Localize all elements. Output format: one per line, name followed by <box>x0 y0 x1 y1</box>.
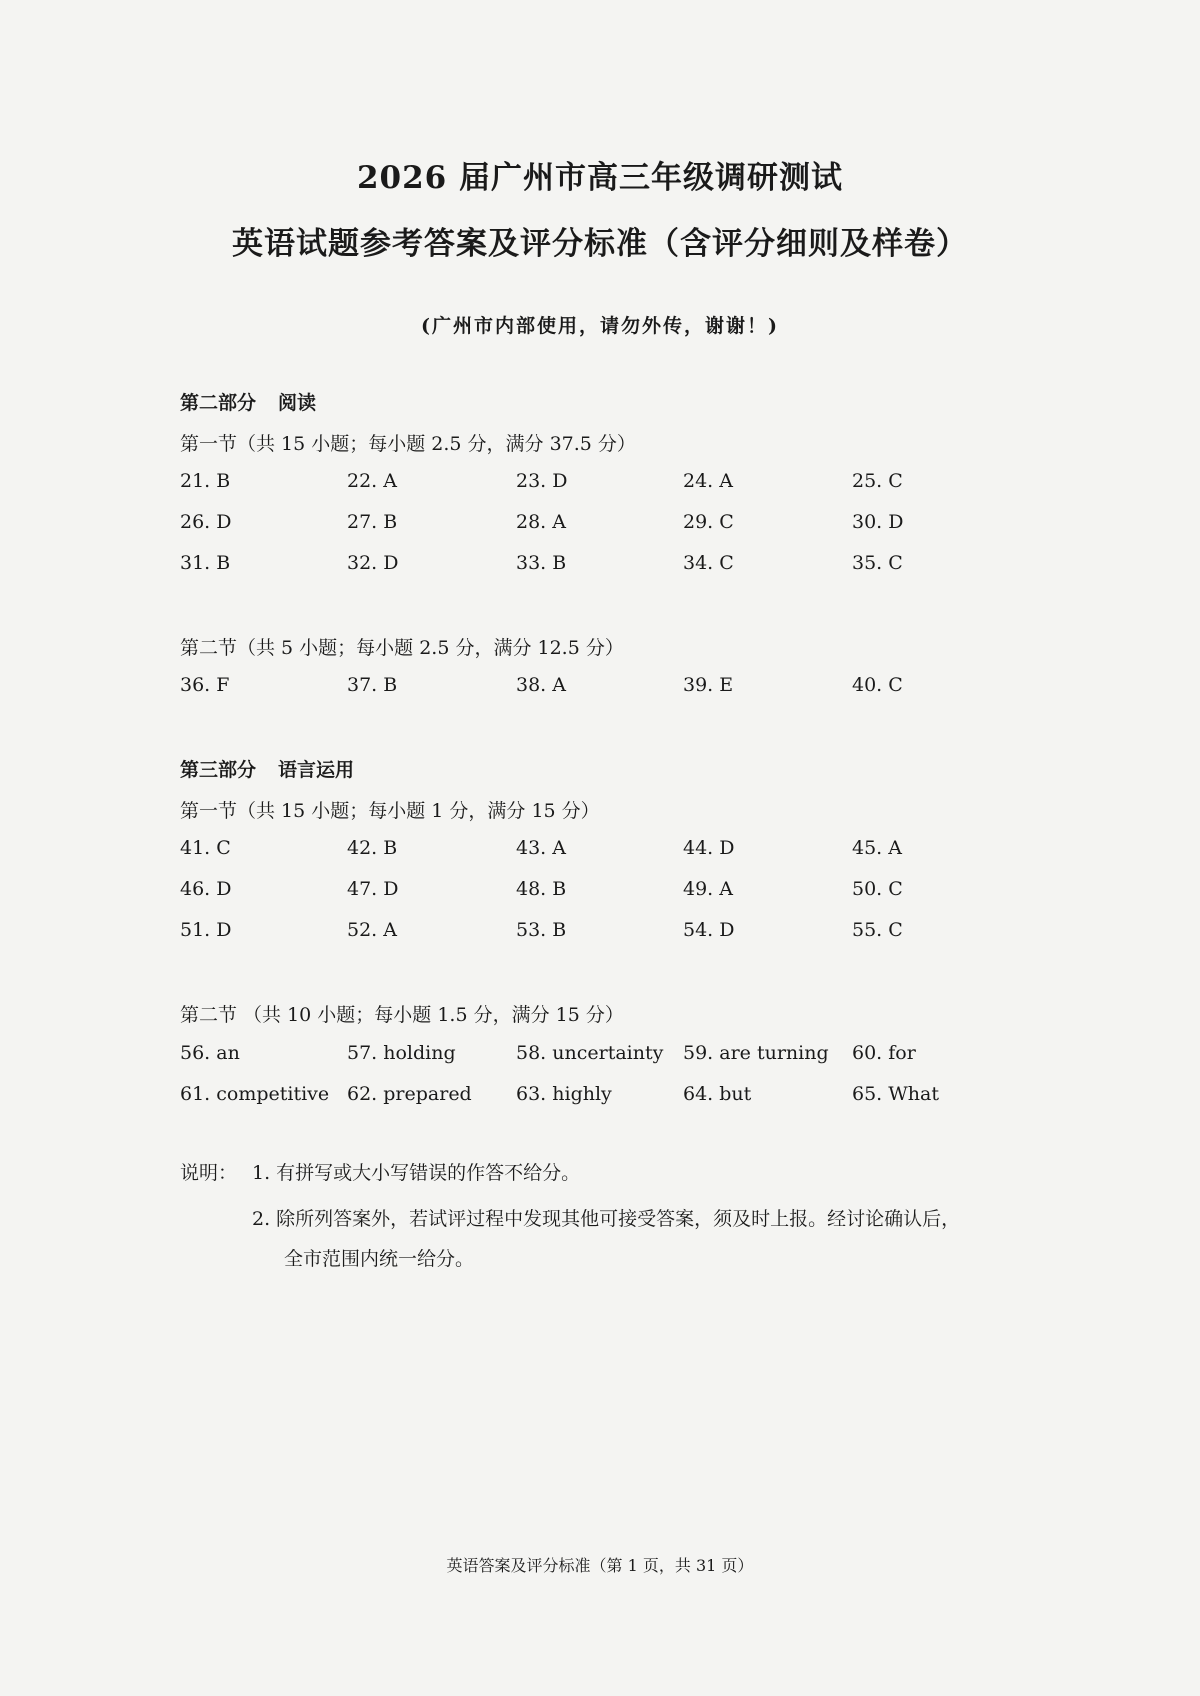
answer-item: 43. A <box>516 837 566 859</box>
note-item-2: 2. 除所列答案外，若试评过程中发现其他可接受答案，须及时上报。经讨论确认后， <box>252 1208 961 1230</box>
answer-row <box>180 674 1040 702</box>
answer-item: 39. E <box>683 674 734 696</box>
answer-item: 42. B <box>347 837 398 859</box>
answer-row <box>180 878 1040 906</box>
answer-item: 33. B <box>516 552 567 574</box>
answer-row <box>180 470 1040 498</box>
answer-item: 64. but <box>683 1083 752 1105</box>
document-title: 2026 届广州市高三年级调研测试 <box>356 160 844 196</box>
answer-item: 60. for <box>852 1042 916 1064</box>
answer-item: 44. D <box>683 837 735 859</box>
answer-item: 22. A <box>347 470 397 492</box>
part3-heading-number: 第三部分 <box>180 759 257 781</box>
page-footer: 英语答案及评分标准（第 1 页，共 31 页） <box>446 1556 754 1575</box>
answer-item: 58. uncertainty <box>516 1042 664 1064</box>
answer-item: 21. B <box>180 470 231 492</box>
part3-section1-desc: 第一节（共 15 小题；每小题 1 分，满分 15 分） <box>180 800 600 822</box>
answer-item: 40. C <box>852 674 903 696</box>
answer-item: 61. competitive <box>180 1083 330 1105</box>
answer-item: 52. A <box>347 919 397 941</box>
answer-item: 24. A <box>683 470 733 492</box>
answer-row <box>180 1083 1040 1111</box>
answer-item: 49. A <box>683 878 733 900</box>
answer-item: 65. What <box>852 1083 939 1105</box>
answer-item: 34. C <box>683 552 734 574</box>
part3-section2-desc: 第二节 （共 10 小题；每小题 1.5 分，满分 15 分） <box>180 1004 624 1026</box>
part2-section1-desc: 第一节（共 15 小题；每小题 2.5 分，满分 37.5 分） <box>180 433 636 455</box>
answer-item: 56. an <box>180 1042 240 1064</box>
answer-item: 37. B <box>347 674 398 696</box>
answer-item: 51. D <box>180 919 232 941</box>
answer-item: 55. C <box>852 919 903 941</box>
part3-heading <box>180 755 354 782</box>
answer-item: 53. B <box>516 919 567 941</box>
document-subtitle: 英语试题参考答案及评分标准（含评分细则及样卷） <box>232 226 968 262</box>
answer-row <box>180 552 1040 580</box>
answer-item: 28. A <box>516 511 566 533</box>
part2-section2-desc: 第二节（共 5 小题；每小题 2.5 分，满分 12.5 分） <box>180 637 624 659</box>
answer-item: 38. A <box>516 674 566 696</box>
answer-item: 46. D <box>180 878 232 900</box>
answer-row <box>180 1042 1040 1070</box>
answer-item: 35. C <box>852 552 903 574</box>
note-item-1: 1. 有拼写或大小写错误的作答不给分。 <box>252 1162 581 1184</box>
part2-heading-number: 第二部分 <box>180 392 257 414</box>
answer-item: 29. C <box>683 511 734 533</box>
answer-item: 57. holding <box>347 1042 456 1064</box>
internal-use-notice: (广州市内部使用，请勿外传，谢谢！) <box>421 315 779 337</box>
notes-label: 说明： <box>180 1162 238 1184</box>
answer-row <box>180 919 1040 947</box>
part2-heading-name: 阅读 <box>278 392 317 414</box>
answer-item: 26. D <box>180 511 232 533</box>
answer-item: 25. C <box>852 470 903 492</box>
answer-item: 59. are turning <box>683 1042 829 1064</box>
answer-item: 41. C <box>180 837 231 859</box>
note-item-2-continued: 全市范围内统一给分。 <box>284 1248 475 1270</box>
part3-heading-name: 语言运用 <box>278 759 355 781</box>
answer-item: 63. highly <box>516 1083 612 1105</box>
answer-item: 23. D <box>516 470 568 492</box>
answer-item: 30. D <box>852 511 904 533</box>
answer-item: 45. A <box>852 837 902 859</box>
answer-item: 54. D <box>683 919 735 941</box>
answer-item: 27. B <box>347 511 398 533</box>
part2-heading <box>180 388 316 415</box>
answer-item: 36. F <box>180 674 230 696</box>
answer-item: 48. B <box>516 878 567 900</box>
answer-item: 32. D <box>347 552 399 574</box>
answer-row <box>180 511 1040 539</box>
answer-item: 50. C <box>852 878 903 900</box>
answer-item: 62. prepared <box>347 1083 472 1105</box>
answer-item: 47. D <box>347 878 399 900</box>
answer-item: 31. B <box>180 552 231 574</box>
answer-row <box>180 837 1040 865</box>
